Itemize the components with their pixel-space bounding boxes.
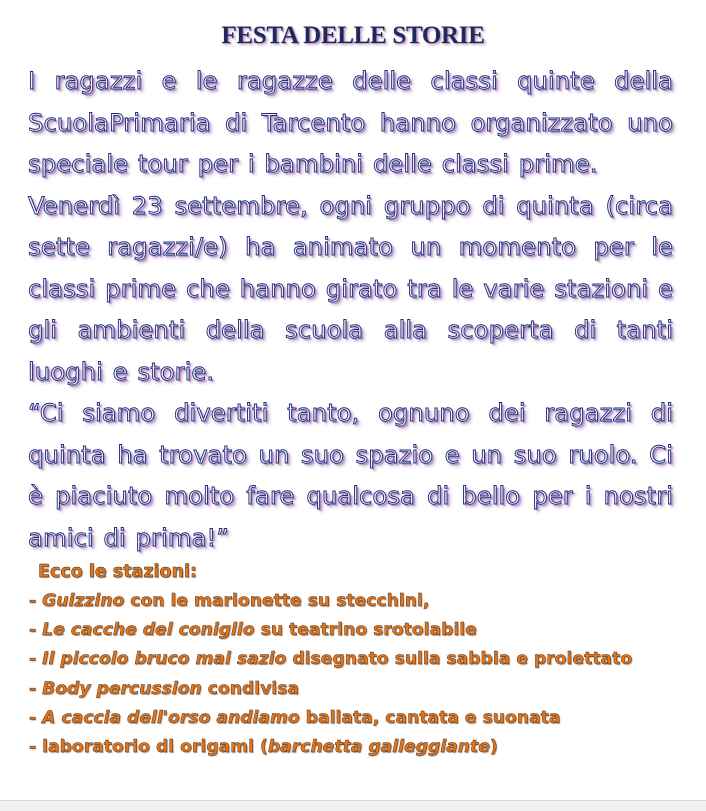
station-item [29,587,689,616]
station-description: condivisa [201,678,300,699]
station-title: Guizzino [42,591,125,611]
station-title: Le cacche del coniglio [42,620,255,641]
station-description: con le marionette su stecchini, [124,591,430,611]
station-title: Il piccolo bruco mai sazio [42,649,287,670]
station-dash: - [29,707,43,728]
station-title: Body percussion [42,678,202,699]
station-item [29,645,689,674]
station-dash: - laboratorio di origami ( [29,737,268,758]
paragraph-quote: “Ci siamo divertiti tanto, ognuno dei ragazzi di quinta ha trovato un suo spazio e un suo ruolo. Ci è piaciuto molto fare qualcosa di bello per i nostri amici di prima!” [28,398,673,552]
station-dash: - [29,591,43,611]
station-description: disegnato sulla sabbia e proiettato [286,649,633,670]
station-dash: - [29,620,43,641]
station-title: barchetta galleggiante [267,737,490,758]
page-bottom-edge [0,800,706,811]
article-title: FESTA DELLE STORIE [221,22,485,49]
station-item [29,733,689,762]
article-body [28,60,673,558]
station-title: A caccia dell'orso andiamo [42,707,300,728]
station-item [29,616,689,645]
stations-list [29,558,689,762]
station-item [29,675,689,704]
paragraph-event: Venerdì 23 settembre, ogni gruppo di quinta (circa sette ragazzi/e) ha animato un momento per le classi prime che hanno girato tra le varie stazioni e gli ambienti della scuola alla scoperta di tanti luoghi e storie. [28,190,673,386]
station-dash: - [29,678,43,699]
station-description: su teatrino srotolabile [254,620,477,641]
station-dash: - [29,649,43,670]
paragraph-intro: I ragazzi e le ragazze delle classi quinte della ScuolaPrimaria di Tarcento hanno organizzato uno speciale tour per i bambini delle classi prime. [28,66,673,178]
stations-heading: Ecco le stazioni: [38,562,198,582]
station-description: ballata, cantata e suonata [299,707,561,728]
station-item [29,704,689,733]
station-description: ) [489,737,498,758]
